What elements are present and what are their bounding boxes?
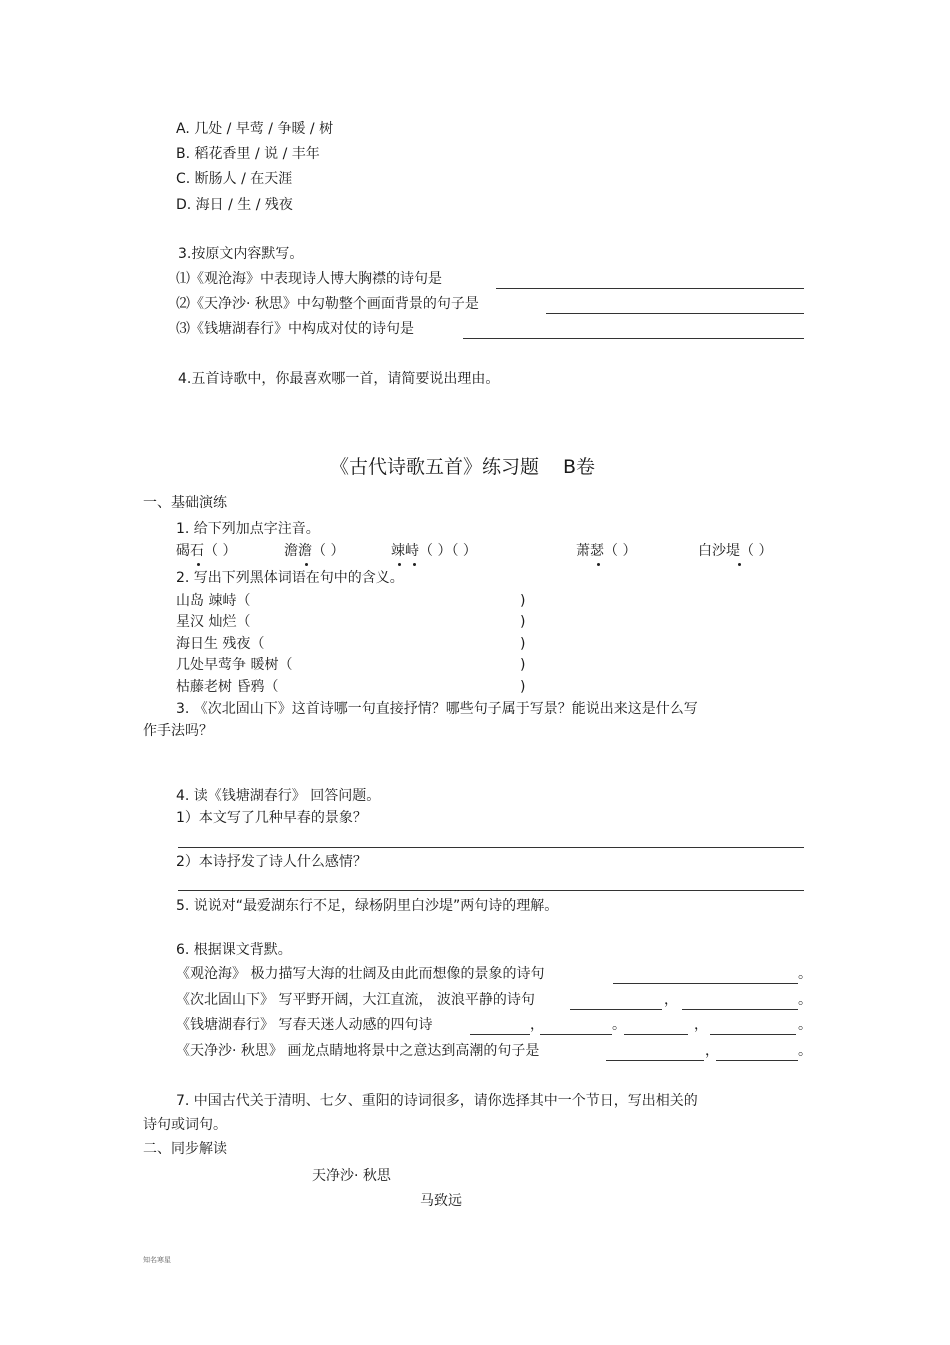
b1-item-2: 澹澹（ ）	[284, 543, 345, 559]
b6-blank	[613, 983, 798, 984]
b6-blank	[710, 1034, 796, 1035]
b6-item-3: 《钱塘湖春行》 写春天迷人动感的四句诗	[176, 1017, 433, 1033]
b6-period: 。	[612, 1017, 626, 1033]
emphasis-dot	[398, 563, 401, 566]
q4-text: 4.五首诗歌中，你最喜欢哪一首，请简要说出理由。	[178, 371, 500, 387]
b6-period: 。	[798, 1043, 812, 1059]
b6-blank	[624, 1034, 688, 1035]
b6-period: 。	[798, 1017, 812, 1033]
b6-item-1: 《观沧海》 极力描写大海的壮阔及由此而想像的景象的诗句	[176, 966, 545, 982]
b2-close-1: )	[520, 593, 526, 609]
b6-comma: ，	[694, 1017, 708, 1033]
section-2-heading: 二、同步解读	[143, 1141, 227, 1157]
b1-item-1: 碣石（ ）	[176, 543, 237, 559]
option-b: B. 稻花香里 / 说 / 丰年	[176, 146, 320, 162]
b6-blank	[606, 1060, 704, 1061]
b7-line-2: 诗句或词句。	[143, 1117, 227, 1133]
b2-close-4: )	[520, 657, 526, 673]
b6-blank	[470, 1034, 530, 1035]
b3-line-1: 3. 《次北固山下》这首诗哪一句直接抒情？哪些句子属于写景？能说出来这是什么写	[176, 701, 698, 717]
q3-answer-line-1	[496, 288, 804, 289]
option-c: C. 断肠人 / 在天涯	[176, 171, 293, 187]
b5-question: 5. 说说对“最爱湖东行不足，绿杨阴里白沙堤”两句诗的理解。	[176, 898, 559, 914]
poem-title: 天净沙· 秋思	[312, 1168, 391, 1184]
q3-item-1: ⑴《观沧海》中表现诗人博大胸襟的诗句是	[176, 271, 442, 287]
b1-question: 1. 给下列加点字注音。	[176, 521, 320, 537]
poem-author: 马致远	[420, 1193, 462, 1209]
b6-blank	[682, 1009, 798, 1010]
section-1-heading: 一、基础演练	[143, 495, 227, 511]
q3-answer-line-2	[546, 313, 804, 314]
b2-close-3: )	[520, 636, 526, 652]
b6-item-2: 《次北固山下》 写平野开阔，大江直流， 波浪平静的诗句	[176, 992, 535, 1008]
b1-item-4: 萧瑟（ ）	[576, 543, 637, 559]
emphasis-dot	[413, 563, 416, 566]
q3-item-3: ⑶《钱塘湖春行》中构成对仗的诗句是	[176, 321, 414, 337]
b6-period: 。	[798, 966, 812, 982]
b6-comma: ，	[530, 1017, 544, 1033]
b2-item-3: 海日生 残夜（	[176, 636, 265, 652]
b2-item-1: 山岛 竦峙（	[176, 593, 251, 609]
b1-item-5: 白沙堤（ ）	[698, 543, 773, 559]
b4-sub-1: 1）本文写了几种早春的景象？	[176, 810, 367, 826]
emphasis-dot	[197, 563, 200, 566]
b6-comma: ，	[705, 1043, 719, 1059]
b2-close-2: )	[520, 614, 526, 630]
b7-line-1: 7. 中国古代关于清明、七夕、重阳的诗词很多，请你选择其中一个节日，写出相关的	[176, 1093, 698, 1109]
b6-question: 6. 根据课文背默。	[176, 942, 292, 958]
page-title-suffix: B卷	[563, 456, 596, 478]
b2-item-5: 枯藤老树 昏鸦（	[176, 679, 279, 695]
b2-item-4: 几处早莺争 暖树（	[176, 657, 293, 673]
b2-item-2: 星汉 灿烂（	[176, 614, 251, 630]
q3-item-2: ⑵《天净沙· 秋思》中勾勒整个画面背景的句子是	[176, 296, 479, 312]
q3-answer-line-3	[463, 338, 804, 339]
b1-item-3: 竦峙（ ）（ ）	[391, 543, 477, 559]
b6-blank	[540, 1034, 612, 1035]
b2-question: 2. 写出下列黑体词语在句中的含义。	[176, 570, 404, 586]
footer-mark: 知名寒星	[143, 1256, 171, 1264]
b6-blank	[716, 1060, 798, 1061]
page-title-main: 《古代诗歌五首》练习题	[330, 456, 540, 478]
b6-period: 。	[798, 992, 812, 1008]
emphasis-dot	[738, 563, 741, 566]
b4-question: 4. 读《钱塘湖春行》 回答问题。	[176, 788, 381, 804]
b3-line-2: 作手法吗？	[143, 723, 213, 739]
emphasis-dot	[305, 563, 308, 566]
q3-title: 3.按原文内容默写。	[178, 246, 304, 262]
page-title	[330, 455, 595, 479]
b6-item-4: 《天净沙· 秋思》 画龙点睛地将景中之意达到高潮的句子是	[176, 1043, 540, 1059]
b6-blank	[570, 1009, 662, 1010]
b4-answer-line-1	[178, 847, 804, 848]
b6-comma: ，	[664, 992, 678, 1008]
option-d: D. 海日 / 生 / 残夜	[176, 197, 293, 213]
option-a: A. 几处 / 早莺 / 争暖 / 树	[176, 121, 334, 137]
emphasis-dot	[597, 563, 600, 566]
b4-sub-2: 2）本诗抒发了诗人什么感情？	[176, 854, 367, 870]
b4-answer-line-2	[178, 890, 804, 891]
b2-close-5: )	[520, 679, 526, 695]
